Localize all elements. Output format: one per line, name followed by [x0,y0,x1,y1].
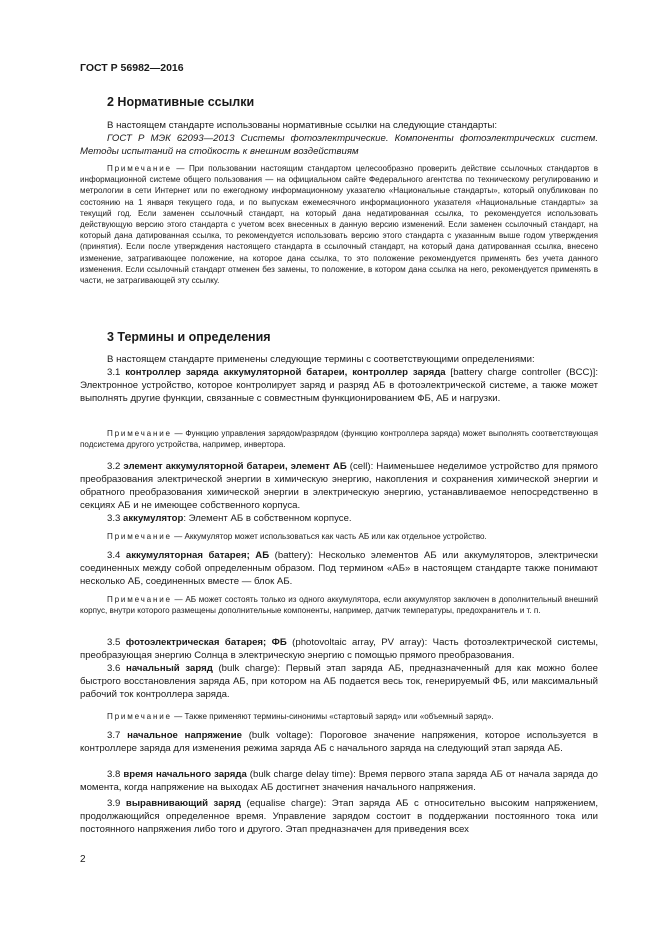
term-name: фотоэлектрическая батарея; ФБ [125,637,287,648]
term-3-9 [80,797,598,836]
term-name: время начального заряда [123,769,247,780]
note-text: — Функцию управления зарядом/разрядом (функцию контроллера заряда) может выполнять соответствующая подсистема другого устройства, например, инвертора. [80,429,599,450]
term-definition: (bulk charge): Первый этап заряда АБ, предназначенный для как можно более быстрого восстановления заряда АБ, при котором на АБ подается весь ток, генерируемый ФБ, или максимальный рабочий ток контроллера заряда. [80,663,599,701]
term-number: 3.5 [107,637,121,648]
page-number: 2 [80,854,86,865]
term-number: 3.3 [107,513,121,524]
term-number: 3.6 [107,663,121,674]
term-definition: (bulk voltage): Пороговое значение напряжения, которое используется в контроллере заряда для изменения режима заряда АБ с начального заряда на следующий этап заряда АБ. [80,730,598,755]
section-2-note [80,163,598,286]
term-number: 3.9 [107,798,121,809]
term-name: контроллер заряда аккумуляторной батареи, контроллер заряда [125,367,446,378]
term-definition: (battery): Несколько элементов АБ или аккумуляторов, электрически соединенных между собой определенным образом. Под термином «АБ» в настоящем стандарте также понимают несколько АБ, соединенных вместе — блок АБ. [80,550,598,588]
term-3-1 [80,366,598,405]
note-3-4 [80,594,598,616]
normative-reference: ГОСТ Р МЭК 62093—2013 Системы фотоэлектрические. Компоненты фотоэлектрических систем. Методы испытаний на стойкость к внешним воздействиям [80,133,598,158]
note-3-6 [80,711,598,722]
term-number: 3.8 [107,769,121,780]
section-2-intro: В настоящем стандарте использованы нормативные ссылки на следующие стандарты: [107,120,498,131]
term-name: аккумуляторная батарея; АБ [125,550,270,561]
term-definition: : Элемент АБ в собственном корпусе. [183,513,352,524]
note-text: — Также применяют термины-синонимы «стартовый заряд» или «объемный заряд». [174,712,494,721]
term-3-7 [80,729,598,755]
term-3-8 [80,768,598,794]
term-3-3 [80,512,598,525]
section-3-intro: В настоящем стандарте применены следующие термины с соответствующими определениями: [107,354,535,365]
term-name: выравнивающий заряд [125,798,241,809]
term-3-2 [80,460,598,512]
term-3-5 [80,636,598,662]
term-definition: (cell): Наименьшее неделимое устройство для прямого преобразования электрической энергии в химическую энергию, накопления и сохранения химической энергии и обратного преобразования химической энергии в электрическую энергию, устанавливаемое непосредственно в секциях АБ и не имеющее собственного корпуса. [80,461,598,512]
note-3-1 [80,428,598,450]
term-3-6 [80,662,598,701]
term-definition: (bulk charge delay time): Время первого этапа заряда АБ от начала заряда до момента, когда напряжение на выходах АБ достигнет значения начального напряжения. [80,769,598,794]
term-name: аккумулятор [123,513,184,524]
term-number: 3.2 [107,461,121,472]
term-definition: [battery charge controller (BCC)]: Электронное устройство, которое контролирует заряд и разряд АБ в фотоэлектрической системе, а также может выполнять другие функции, связанные с совместным функционированием ФБ, АБ и нагрузки. [80,367,598,405]
note-label: Примечание [107,532,172,541]
term-definition: (photovoltaic array, PV array): Часть фотоэлектрической системы, преобразующая энергию Солнца в электрическую энергию с помощью прямого преобразования. [80,637,599,662]
note-label: Примечание [107,595,172,604]
term-3-4 [80,549,598,588]
note-label: Примечание [107,712,172,721]
term-number: 3.7 [107,730,121,741]
section-2-title: 2 Нормативные ссылки [107,95,255,109]
note-3-3 [80,531,598,542]
term-number: 3.1 [107,367,121,378]
term-name: элемент аккумуляторной батареи, элемент АБ [123,461,347,472]
note-label: Примечание [107,429,172,438]
term-name: начальный заряд [126,663,213,674]
term-number: 3.4 [107,550,121,561]
note-text: — АБ может состоять только из одного аккумулятора, если аккумулятор заключен в дополнительный внешний корпус, внутри которого размещены дополнительные компоненты, например, датчик температуры, предохранитель и т. п. [80,595,598,616]
note-text: — При пользовании настоящим стандартом целесообразно проверить действие ссылочных стандартов в информационной системе общего пользования — на официальном сайте Федерального агентства по техническому регулированию и метрологии в сети Интернет или по ежегодному информационному указателю «Национальные стандарты», который опубликован по состоянию на 1 января текущего года, и по выпускам ежемесячного информационного указателя «Национальные стандарты» за текущий год. Если заменен ссылочный стандарт, на который дана недатированная ссылка, то рекомендуется использовать действующую версию этого стандарта с учетом всех внесенных в данную версию изменений. Если заменен ссылочный стандарт, на который дана датированная ссылка, то рекомендуется использовать версию этого стандарта с указанным выше годом утверждения (принятия). Если после утверждения настоящего стандарта в ссылочный стандарт, на который дана датированная ссылка, внесено изменение, затрагивающее положение, на которое дана ссылка, то это положение рекомендуется применять без учета данного изменения. Если ссылочный стандарт отменен без замены, то положение, в котором дана ссылка на него, рекомендуется применять в части, не затрагивающей эту ссылку. [80,164,598,286]
term-definition: (equalise charge): Этап заряда АБ с относительно высоким напряжением, продолжающийся определенное время. Управление зарядом состоит в поддержании постоянного тока или постоянного напряжения либо того и другого. Этап предназначен для приведения всех [80,798,598,836]
section-3-title: 3 Термины и определения [107,330,271,344]
note-text: — Аккумулятор может использоваться как часть АБ или как отдельное устройство. [174,532,487,541]
document-header: ГОСТ Р 56982—2016 [80,62,184,74]
note-label: Примечание [107,164,172,173]
term-name: начальное напряжение [127,730,242,741]
